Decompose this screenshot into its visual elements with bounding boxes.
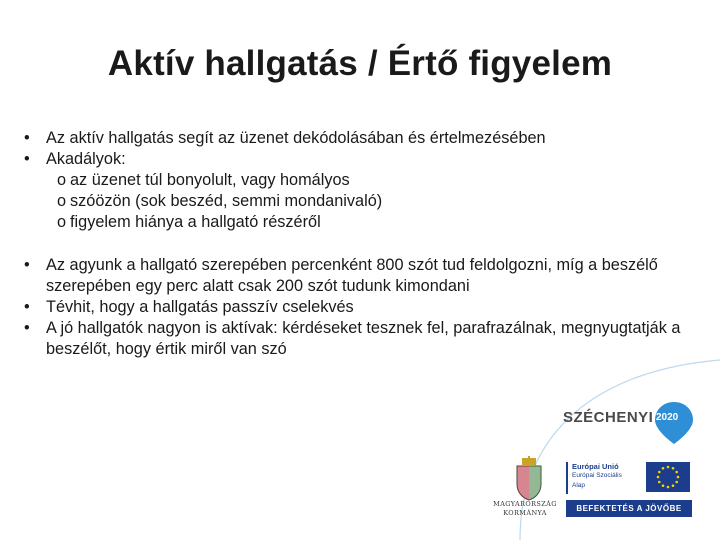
bullet-text: Az aktív hallgatás segít az üzenet dekódolásában és értelmezésében bbox=[46, 129, 546, 147]
bullet-item bbox=[24, 297, 704, 318]
map-pin-icon bbox=[651, 400, 697, 446]
sub-bullet-item bbox=[24, 170, 704, 191]
slide-title: Aktív hallgatás / Értő figyelem bbox=[107, 44, 613, 83]
sub-bullet-text: figyelem hiánya a hallgató részéről bbox=[70, 213, 321, 231]
sub-bullet-marker: o bbox=[57, 192, 67, 210]
szechenyi-logo-year: 2020 bbox=[656, 412, 679, 423]
bullet-item bbox=[24, 128, 704, 149]
bullet-dot: • bbox=[24, 150, 30, 168]
bullet-item bbox=[24, 318, 704, 360]
eu-fund-logo bbox=[566, 462, 692, 494]
bullet-text: A jó hallgatók nagyon is aktívak: kérdéseket tesznek fel, parafrazálnak, megnyugtatják a beszélőt, hogy értik miről van szó bbox=[46, 319, 681, 358]
bullet-dot: • bbox=[24, 319, 30, 337]
bullet-text: Akadályok: bbox=[46, 150, 126, 168]
eu-logo-line: Európai Szociális bbox=[572, 472, 622, 479]
eu-flag-icon bbox=[646, 462, 690, 492]
sub-bullet-item bbox=[24, 191, 704, 212]
eu-logo-line: Alap bbox=[572, 482, 586, 489]
investment-banner: BEFEKTETÉS A JÖVŐBE bbox=[566, 500, 692, 517]
bullet-text: Tévhit, hogy a hallgatás passzív cselekvés bbox=[46, 298, 354, 316]
crest-caption-line: MAGYARORSZÁG bbox=[493, 500, 557, 508]
bullet-item bbox=[24, 255, 704, 297]
eu-logo-line: Európai Unió bbox=[572, 462, 619, 471]
sub-bullet-text: szóözön (sok beszéd, semmi mondanivaló) bbox=[70, 192, 383, 210]
sub-bullet-item bbox=[24, 212, 704, 233]
szechenyi-logo-text: SZÉCHENYI bbox=[563, 409, 654, 426]
szechenyi-2020-logo bbox=[563, 400, 697, 444]
bullet-item bbox=[24, 149, 704, 170]
bullet-dot: • bbox=[24, 129, 30, 147]
sub-bullet-text: az üzenet túl bonyolult, vagy homályos bbox=[70, 171, 350, 189]
crest-caption-line: KORMÁNYA bbox=[503, 509, 547, 517]
sub-bullet-marker: o bbox=[57, 171, 67, 189]
bullet-dot: • bbox=[24, 256, 30, 274]
sub-bullet-marker: o bbox=[57, 213, 67, 231]
bullet-dot: • bbox=[24, 298, 30, 316]
bullet-text: Az agyunk a hallgató szerepében percenként 800 szót tud feldolgozni, míg a beszélő szerepében egy perc alatt csak 200 szót tudunk kimondani bbox=[46, 256, 658, 295]
bullet-list bbox=[24, 128, 704, 360]
crest-caption bbox=[490, 500, 560, 518]
